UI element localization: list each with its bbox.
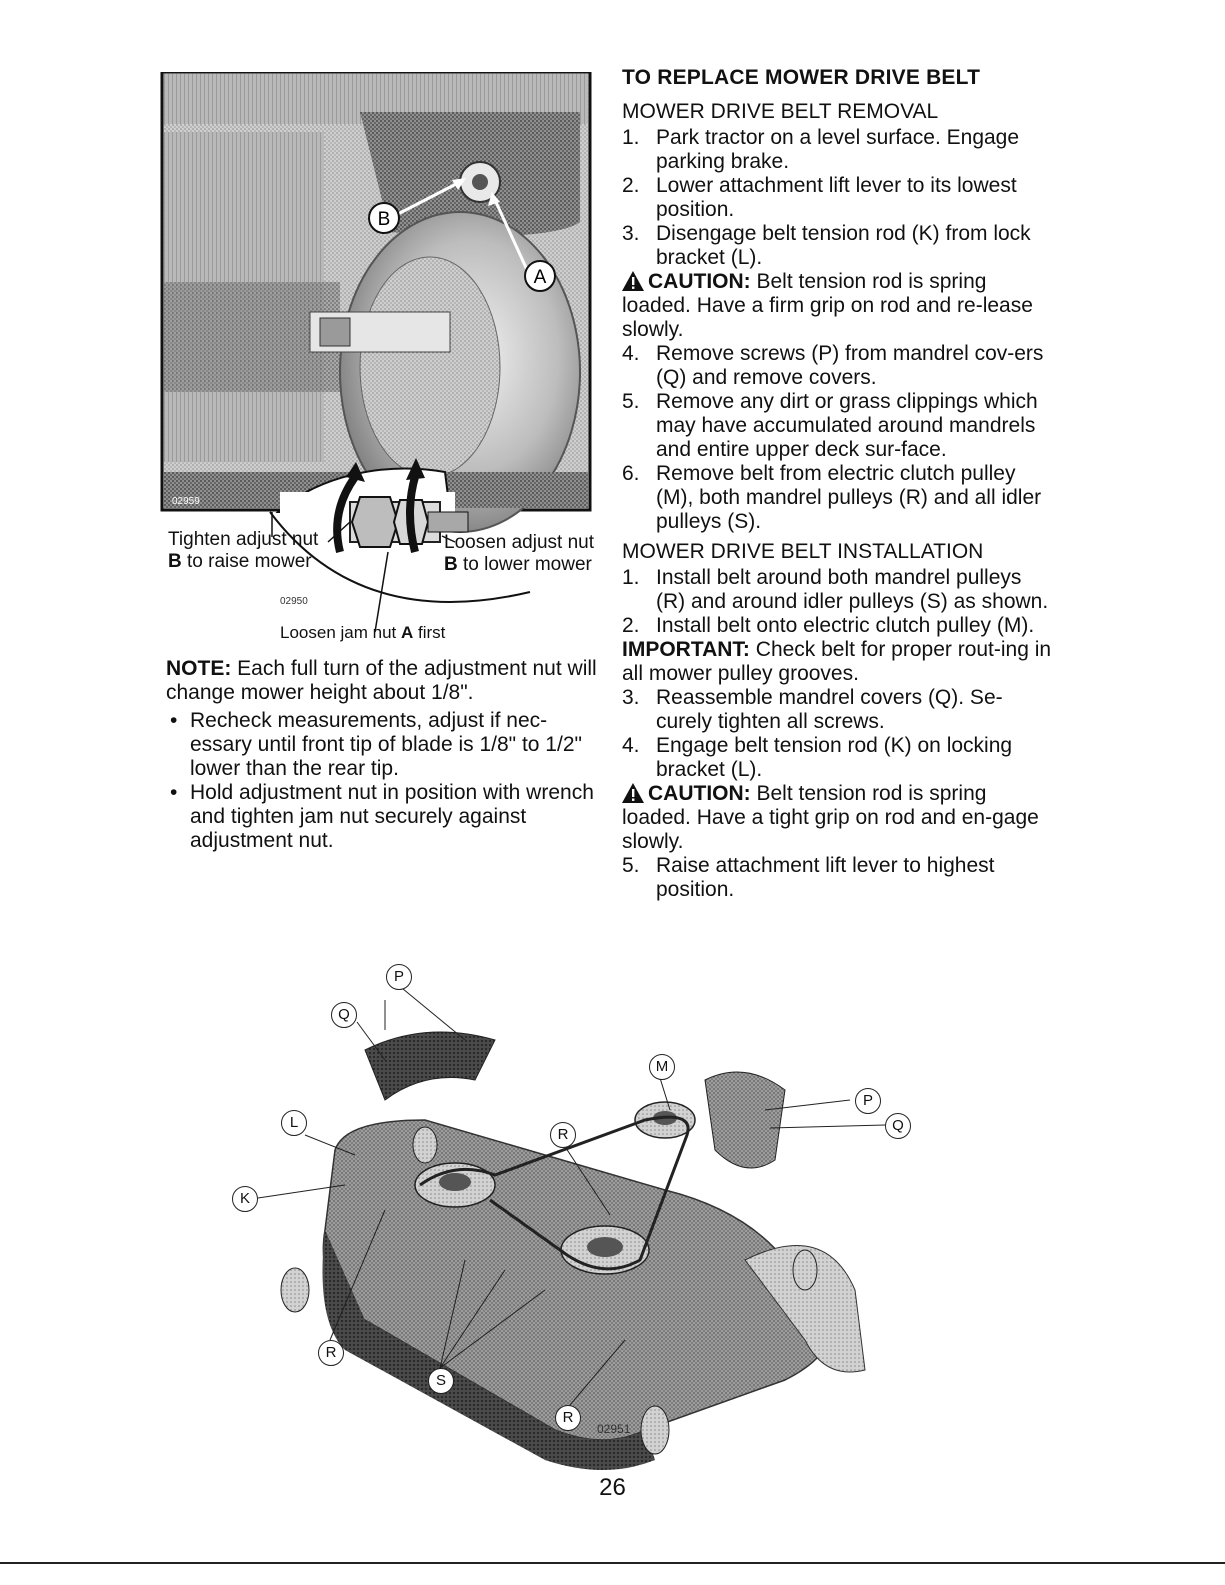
section-heading: TO REPLACE MOWER DRIVE BELT [622, 66, 981, 89]
callout-b-label: B [377, 209, 391, 230]
step-text: Reassemble mandrel covers (Q). Se-curely tighten all screws. [656, 686, 1003, 733]
caption-loosen-line1: Loosen adjust nut [444, 532, 595, 553]
callout-a-label: A [533, 267, 547, 288]
step-item [622, 126, 1052, 174]
note-paragraph [166, 657, 606, 705]
callout-r-bottom: R [555, 1405, 581, 1431]
step-item [622, 222, 1052, 270]
important-label: IMPORTANT: [622, 638, 750, 661]
caution-text: Belt tension rod is spring loaded. Have a firm grip on rod and re-lease slowly. [622, 270, 1033, 341]
caption-jam-nut [280, 622, 445, 644]
step-item [622, 854, 1052, 902]
callout-r-left: R [318, 1340, 344, 1366]
install-steps [622, 566, 1052, 638]
step-number: 2. [622, 174, 640, 197]
caption-tighten [168, 529, 318, 573]
step-text: Remove belt from electric clutch pulley (M), both mandrel pulleys (R) and all idler pulleys (S). [656, 462, 1042, 533]
step-item [622, 462, 1052, 534]
step-text: Raise attachment lift lever to highest position. [656, 854, 995, 901]
page-number: 26 [599, 1474, 626, 1501]
step-item [622, 566, 1052, 614]
caution-2 [622, 782, 1052, 854]
caption-tighten-line1: Tighten adjust nut [168, 529, 319, 550]
caption-jam-a: A [400, 623, 414, 642]
step-text: Park tractor on a level surface. Engage parking brake. [656, 126, 1020, 173]
warning-triangle-icon [622, 783, 644, 803]
step-number: 1. [622, 566, 640, 589]
step-number: 5. [622, 854, 640, 877]
caution-label: CAUTION: [648, 270, 751, 293]
install-steps-continued [622, 686, 1052, 782]
mower-deck-illustration [225, 960, 925, 1470]
step-number: 2. [622, 614, 640, 637]
removal-steps [622, 126, 1052, 270]
removal-steps-continued [622, 342, 1052, 534]
caption-loosen-b: B [444, 554, 458, 575]
callout-p-top: P [386, 964, 412, 990]
note-text: Each full turn of the adjustment nut will change mower height about 1/8". [166, 657, 597, 704]
callout-k: K [232, 1186, 258, 1212]
step-text: Install belt onto electric clutch pulley (M). [656, 614, 1035, 637]
callout-r-top: R [550, 1122, 576, 1148]
caution-1 [622, 270, 1052, 342]
callout-q-top: Q [331, 1002, 357, 1028]
page-bottom-rule [0, 1562, 1225, 1564]
belt-replacement-instructions [622, 66, 1052, 902]
step-item [622, 390, 1052, 462]
caption-tighten-line2: to raise mower [187, 551, 312, 572]
note-label: NOTE: [166, 657, 232, 680]
bullet-item: • Hold adjustment nut in position with wrench and tighten jam nut securely against adjustment nut. [166, 781, 606, 853]
caution-text: Belt tension rod is spring loaded. Have a tight grip on rod and en-gage slowly. [622, 782, 1039, 853]
adjustment-note [166, 657, 606, 853]
step-number: 3. [622, 686, 640, 709]
bullet-item: • Recheck measurements, adjust if nec-essary until front tip of blade is 1/8" to 1/2" lower than the rear tip. [166, 709, 606, 781]
step-text: Install belt around both mandrel pulleys (R) and around idler pulleys (S) as shown. [656, 566, 1049, 613]
fig-code-02951: 02951 [597, 1422, 631, 1436]
caption-loosen-line2: to lower mower [463, 554, 592, 575]
install-steps-final [622, 854, 1052, 902]
callout-m: M [649, 1054, 675, 1080]
important-text: Check belt for proper rout-ing in all mower pulley grooves. [622, 638, 1052, 685]
step-text: Lower attachment lift lever to its lowest position. [656, 174, 1017, 221]
step-text: Remove any dirt or grass clippings which may have accumulated around mandrels and entire upper deck sur-face. [656, 390, 1038, 461]
callout-s: S [428, 1368, 454, 1394]
step-number: 4. [622, 734, 640, 757]
small-figure-code: 02959 [172, 496, 200, 507]
fig-code-02950: 02950 [280, 596, 308, 607]
step-text: Remove screws (P) from mandrel cov-ers (Q) and remove covers. [656, 342, 1044, 389]
deck-adjustment-figure [160, 72, 610, 662]
callout-q-right: Q [885, 1113, 911, 1139]
caption-jam-suffix: first [418, 623, 446, 642]
step-item [622, 174, 1052, 222]
step-text: Disengage belt tension rod (K) from lock bracket (L). [656, 222, 1031, 269]
note-bullets [166, 709, 606, 853]
warning-triangle-icon [622, 271, 644, 291]
caution-label: CAUTION: [648, 782, 751, 805]
removal-title: MOWER DRIVE BELT REMOVAL [622, 100, 939, 123]
important-note [622, 638, 1052, 686]
step-number: 1. [622, 126, 640, 149]
step-item [622, 614, 1052, 638]
step-text: Engage belt tension rod (K) on locking bracket (L). [656, 734, 1013, 781]
step-item [622, 686, 1052, 734]
mower-deck-figure [225, 960, 925, 1470]
step-item [622, 734, 1052, 782]
caption-tighten-b: B [168, 551, 182, 572]
step-item [622, 342, 1052, 390]
step-number: 3. [622, 222, 640, 245]
install-title: MOWER DRIVE BELT INSTALLATION [622, 540, 984, 563]
step-number: 5. [622, 390, 640, 413]
caption-jam-prefix: Loosen jam nut [280, 623, 397, 642]
step-number: 4. [622, 342, 640, 365]
caption-loosen [444, 532, 594, 576]
callout-l: L [281, 1110, 307, 1136]
step-number: 6. [622, 462, 640, 485]
callout-p-right: P [855, 1088, 881, 1114]
